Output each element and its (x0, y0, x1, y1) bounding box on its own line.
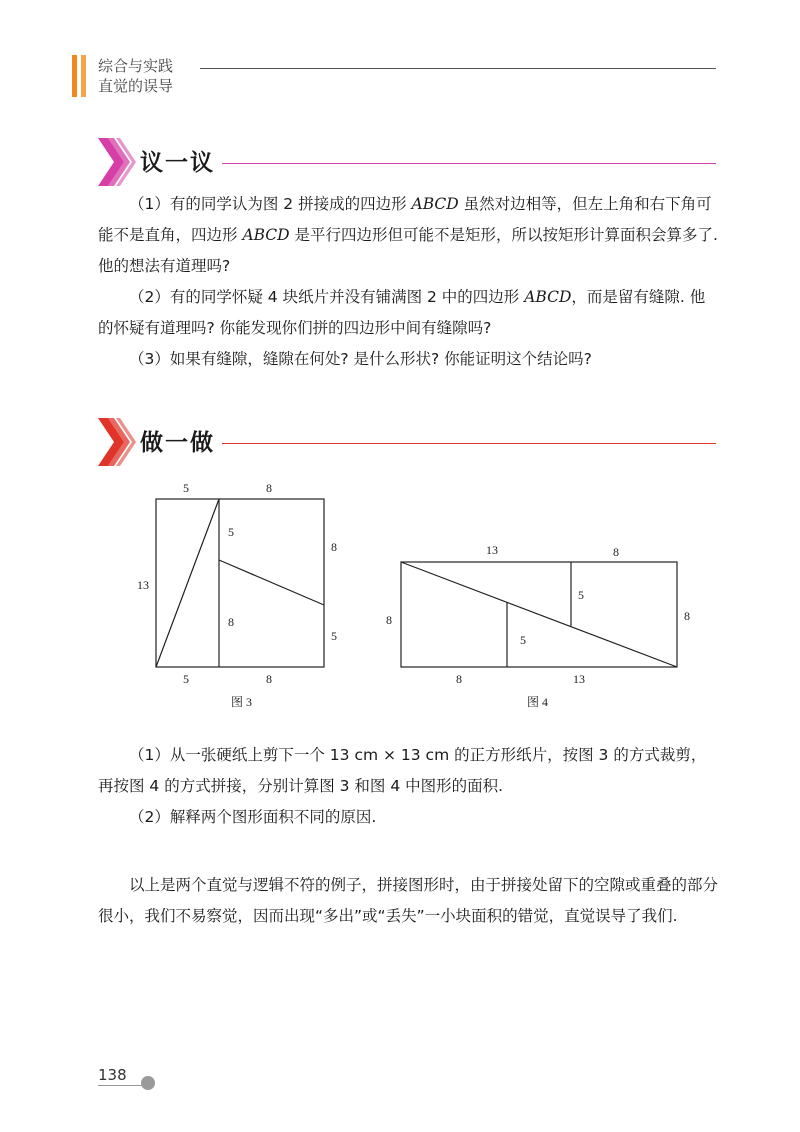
figure-3-labels (137, 481, 337, 709)
section-title: 议一议 (140, 150, 215, 176)
dim-label: 8 (613, 545, 619, 559)
dim-label: 8 (266, 481, 272, 495)
section-do-heading (96, 414, 720, 470)
dim-label: 8 (386, 613, 392, 627)
dim-label: 5 (331, 629, 337, 643)
section-title: 做一做 (140, 430, 215, 456)
section-rule (222, 163, 716, 164)
dim-label: 8 (331, 540, 337, 554)
dim-label: 8 (266, 672, 272, 686)
dim-label: 5 (578, 588, 584, 602)
page-dot-icon (141, 1076, 155, 1090)
dim-label: 5 (520, 633, 526, 647)
conclusion-text: 以上是两个直觉与逻辑不符的例子，拼接图形时，由于拼接处留下的空隙或重叠的部分很小，我们不易察觉，因而出现“多出”或“丢失”一小块面积的错觉，直觉误导了我们. (98, 876, 719, 925)
conclusion-paragraph (98, 870, 720, 932)
slanted-cut (219, 560, 324, 605)
section-discuss-heading (96, 134, 720, 190)
question-1: （1）有的同学认为图 2 拼接成的四边形 ABCD 虽然对边相等，但左上角和右下角可能不是直角，四边形 ABCD 是平行四边形但可能不是矩形，所以按矩形计算面积会算多了. 他的想法有道理吗? (98, 195, 718, 275)
chapter-accent-bars (72, 55, 88, 97)
dim-label: 5 (228, 525, 234, 539)
chapter-title: 综合与实践 (98, 57, 174, 75)
do-tasks (98, 740, 720, 833)
figure-caption: 图 3 (231, 695, 253, 709)
diagonal-cut (156, 499, 219, 667)
section-rule (222, 443, 716, 444)
square-outline (156, 499, 324, 667)
task-2: （2）解释两个图形面积不同的原因. (129, 808, 377, 826)
question-2: （2）有的同学怀疑 4 块纸片并没有铺满图 2 中的四边形 ABCD，而是留有缝隙. 他的怀疑有道理吗? 你能发现你们拼的四边形中间有缝隙吗? (98, 288, 706, 337)
header-rule (200, 68, 716, 69)
figure-4 (401, 562, 677, 667)
page-number-rule (98, 1085, 146, 1086)
chapter-subtitle: 直觉的误导 (98, 77, 174, 95)
discuss-questions (98, 189, 720, 375)
chapter-header (98, 56, 173, 96)
figure-caption: 图 4 (527, 695, 549, 709)
dim-label: 13 (573, 672, 585, 686)
figures (120, 470, 720, 720)
dim-label: 5 (183, 672, 189, 686)
task-1: （1）从一张硬纸上剪下一个 13 cm × 13 cm 的正方形纸片，按图 3 的方式裁剪，再按图 4 的方式拼接，分别计算图 3 和图 4 中图形的面积. (98, 746, 707, 795)
question-3: （3）如果有缝隙，缝隙在何处? 是什么形状? 你能证明这个结论吗? (129, 350, 592, 368)
dim-label: 13 (486, 543, 498, 557)
chevron-arrows-icon (96, 414, 140, 470)
dim-label: 8 (228, 615, 234, 629)
page-number: 138 (98, 1066, 127, 1084)
dim-label: 13 (137, 578, 149, 592)
chevron-arrows-icon (96, 134, 140, 190)
dim-label: 8 (684, 609, 690, 623)
diagonal-cut (401, 562, 677, 667)
dim-label: 5 (183, 481, 189, 495)
figure-3 (156, 499, 324, 667)
figure-4-labels (386, 543, 690, 709)
dim-label: 8 (456, 672, 462, 686)
